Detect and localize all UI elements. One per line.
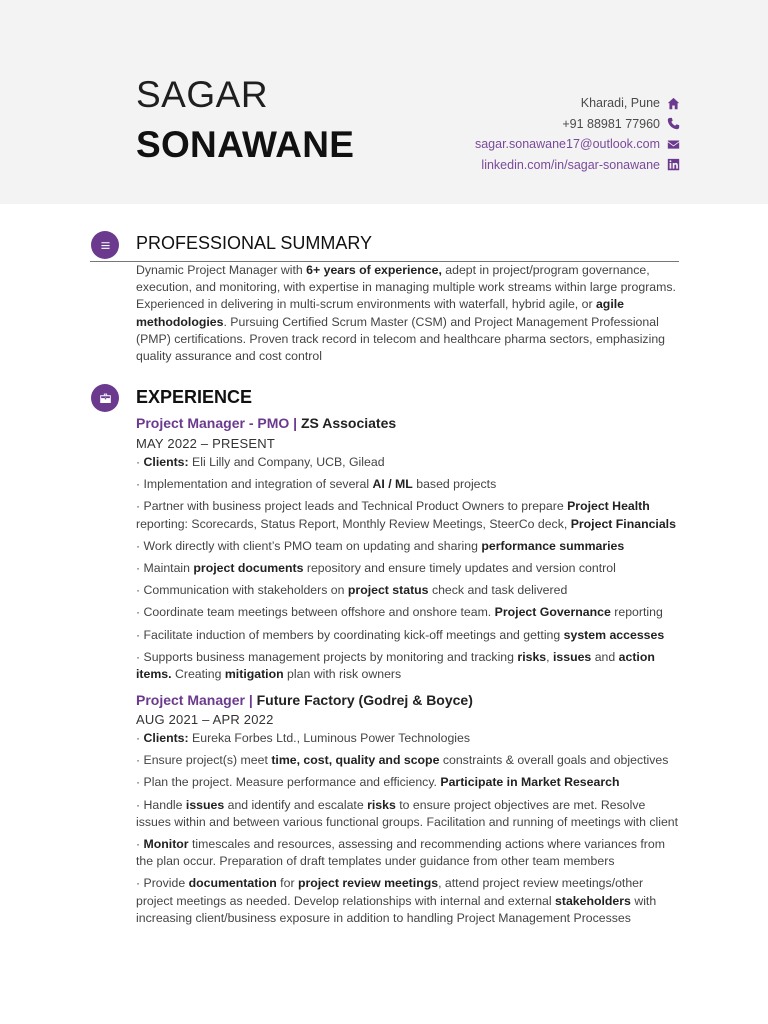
list-item: · Handle issues and identify and escalate risks to ensure project objectives are met. Resolve issues within and between various functional groups. Facilitation and running of meetings with client (136, 797, 679, 829)
summary-part: adept in project/program governance, execution, and monitoring, with expertise in managing multiple work streams within large programs. Experienced in delivering in multi-scrum environments with waterfall, hybrid agile, or (136, 263, 676, 312)
list-item: · Partner with business project leads and Technical Product Owners to prepare Project Health reporting: Scorecards, Status Report, Monthly Review Meetings, SteerCo deck, Project Financials (136, 499, 676, 531)
job-dates-2: AUG 2021 – APR 2022 (136, 712, 274, 727)
list-item: · Facilitate induction of members by coordinating kick-off meetings and getting system accesses (136, 627, 665, 642)
envelope-icon (666, 137, 680, 151)
list-item: · Provide documentation for project review meetings, attend project review meetings/other project meetings as needed. Develop relationships with internal and external stakeholders with increasing client/business exposure in addition to handling Project Management Processes (136, 876, 657, 925)
linkedin-link[interactable]: linkedin.com/in/sagar-sonawane (481, 157, 660, 172)
experience-heading: EXPERIENCE (136, 387, 253, 407)
home-icon (666, 96, 680, 110)
job-role: Project Manager | (136, 692, 253, 708)
list-item: · Supports business management projects by monitoring and tracking risks, issues and action items. Creating mitigation plan with risk owners (136, 649, 655, 682)
phone-text: +91 88981 77960 (562, 116, 660, 131)
summary-text (136, 262, 681, 365)
job-bullets-1 (136, 454, 681, 688)
phone-icon (666, 117, 680, 131)
list-item: · Plan the project. Measure performance and efficiency. Participate in Market Research (136, 775, 620, 790)
list-item: · Work directly with client’s PMO team on updating and sharing performance summaries (136, 538, 625, 553)
linkedin-icon (666, 158, 680, 172)
summary-part: Dynamic Project Manager with (136, 263, 307, 277)
list-item: · Maintain project documents repository and ensure timely updates and version control (136, 561, 616, 576)
list-item: · Coordinate team meetings between offshore and onshore team. Project Governance reporting (136, 605, 663, 620)
summary-keyword: 6+ years of experience, (306, 263, 442, 277)
last-name: SONAWANE (136, 124, 355, 165)
summary-part: . Pursuing Certified Scrum Master (CSM) and Project Management Professional (PMP) certifications. Proven track record in telecom and healthcare pharma sectors, emphasizing quality assurance and cost control (136, 314, 665, 364)
header-band (0, 0, 768, 204)
list-item: · Clients: Eli Lilly and Company, UCB, Gilead (136, 455, 385, 469)
contact-block (475, 93, 680, 175)
first-name: SAGAR (136, 74, 269, 115)
contact-email[interactable] (475, 134, 680, 155)
location-text: Kharadi, Pune (580, 96, 660, 110)
job-company: ZS Associates (297, 415, 397, 431)
contact-linkedin[interactable] (475, 155, 680, 176)
job-bullets-2 (136, 730, 681, 932)
list-item: · Communication with stakeholders on project status check and task delivered (136, 583, 568, 598)
job-dates-1: MAY 2022 – PRESENT (136, 436, 275, 451)
summary-heading: PROFESSIONAL SUMMARY (136, 233, 373, 253)
list-item: · Monitor timescales and resources, assessing and recommending actions where variances from the plan occur. Preparation of draft templates under guidance from other team members (136, 837, 665, 869)
contact-location (475, 93, 680, 114)
list-icon (91, 231, 119, 259)
list-item: · Implementation and integration of several AI / ML based projects (136, 477, 497, 492)
job-title-1 (136, 415, 396, 431)
job-title-2 (136, 692, 473, 708)
list-item: · Ensure project(s) meet time, cost, quality and scope constraints & overall goals and objectives (136, 753, 669, 768)
contact-phone (475, 114, 680, 135)
email-link[interactable]: sagar.sonawane17@outlook.com (474, 137, 660, 151)
job-company: Future Factory (Godrej & Boyce) (252, 692, 473, 708)
list-item: · Clients: Eureka Forbes Ltd., Luminous Power Technologies (136, 731, 471, 745)
summary-keyword: agile methodologies (136, 297, 624, 329)
job-role: Project Manager - PMO | (136, 415, 298, 431)
briefcase-icon (91, 384, 119, 412)
